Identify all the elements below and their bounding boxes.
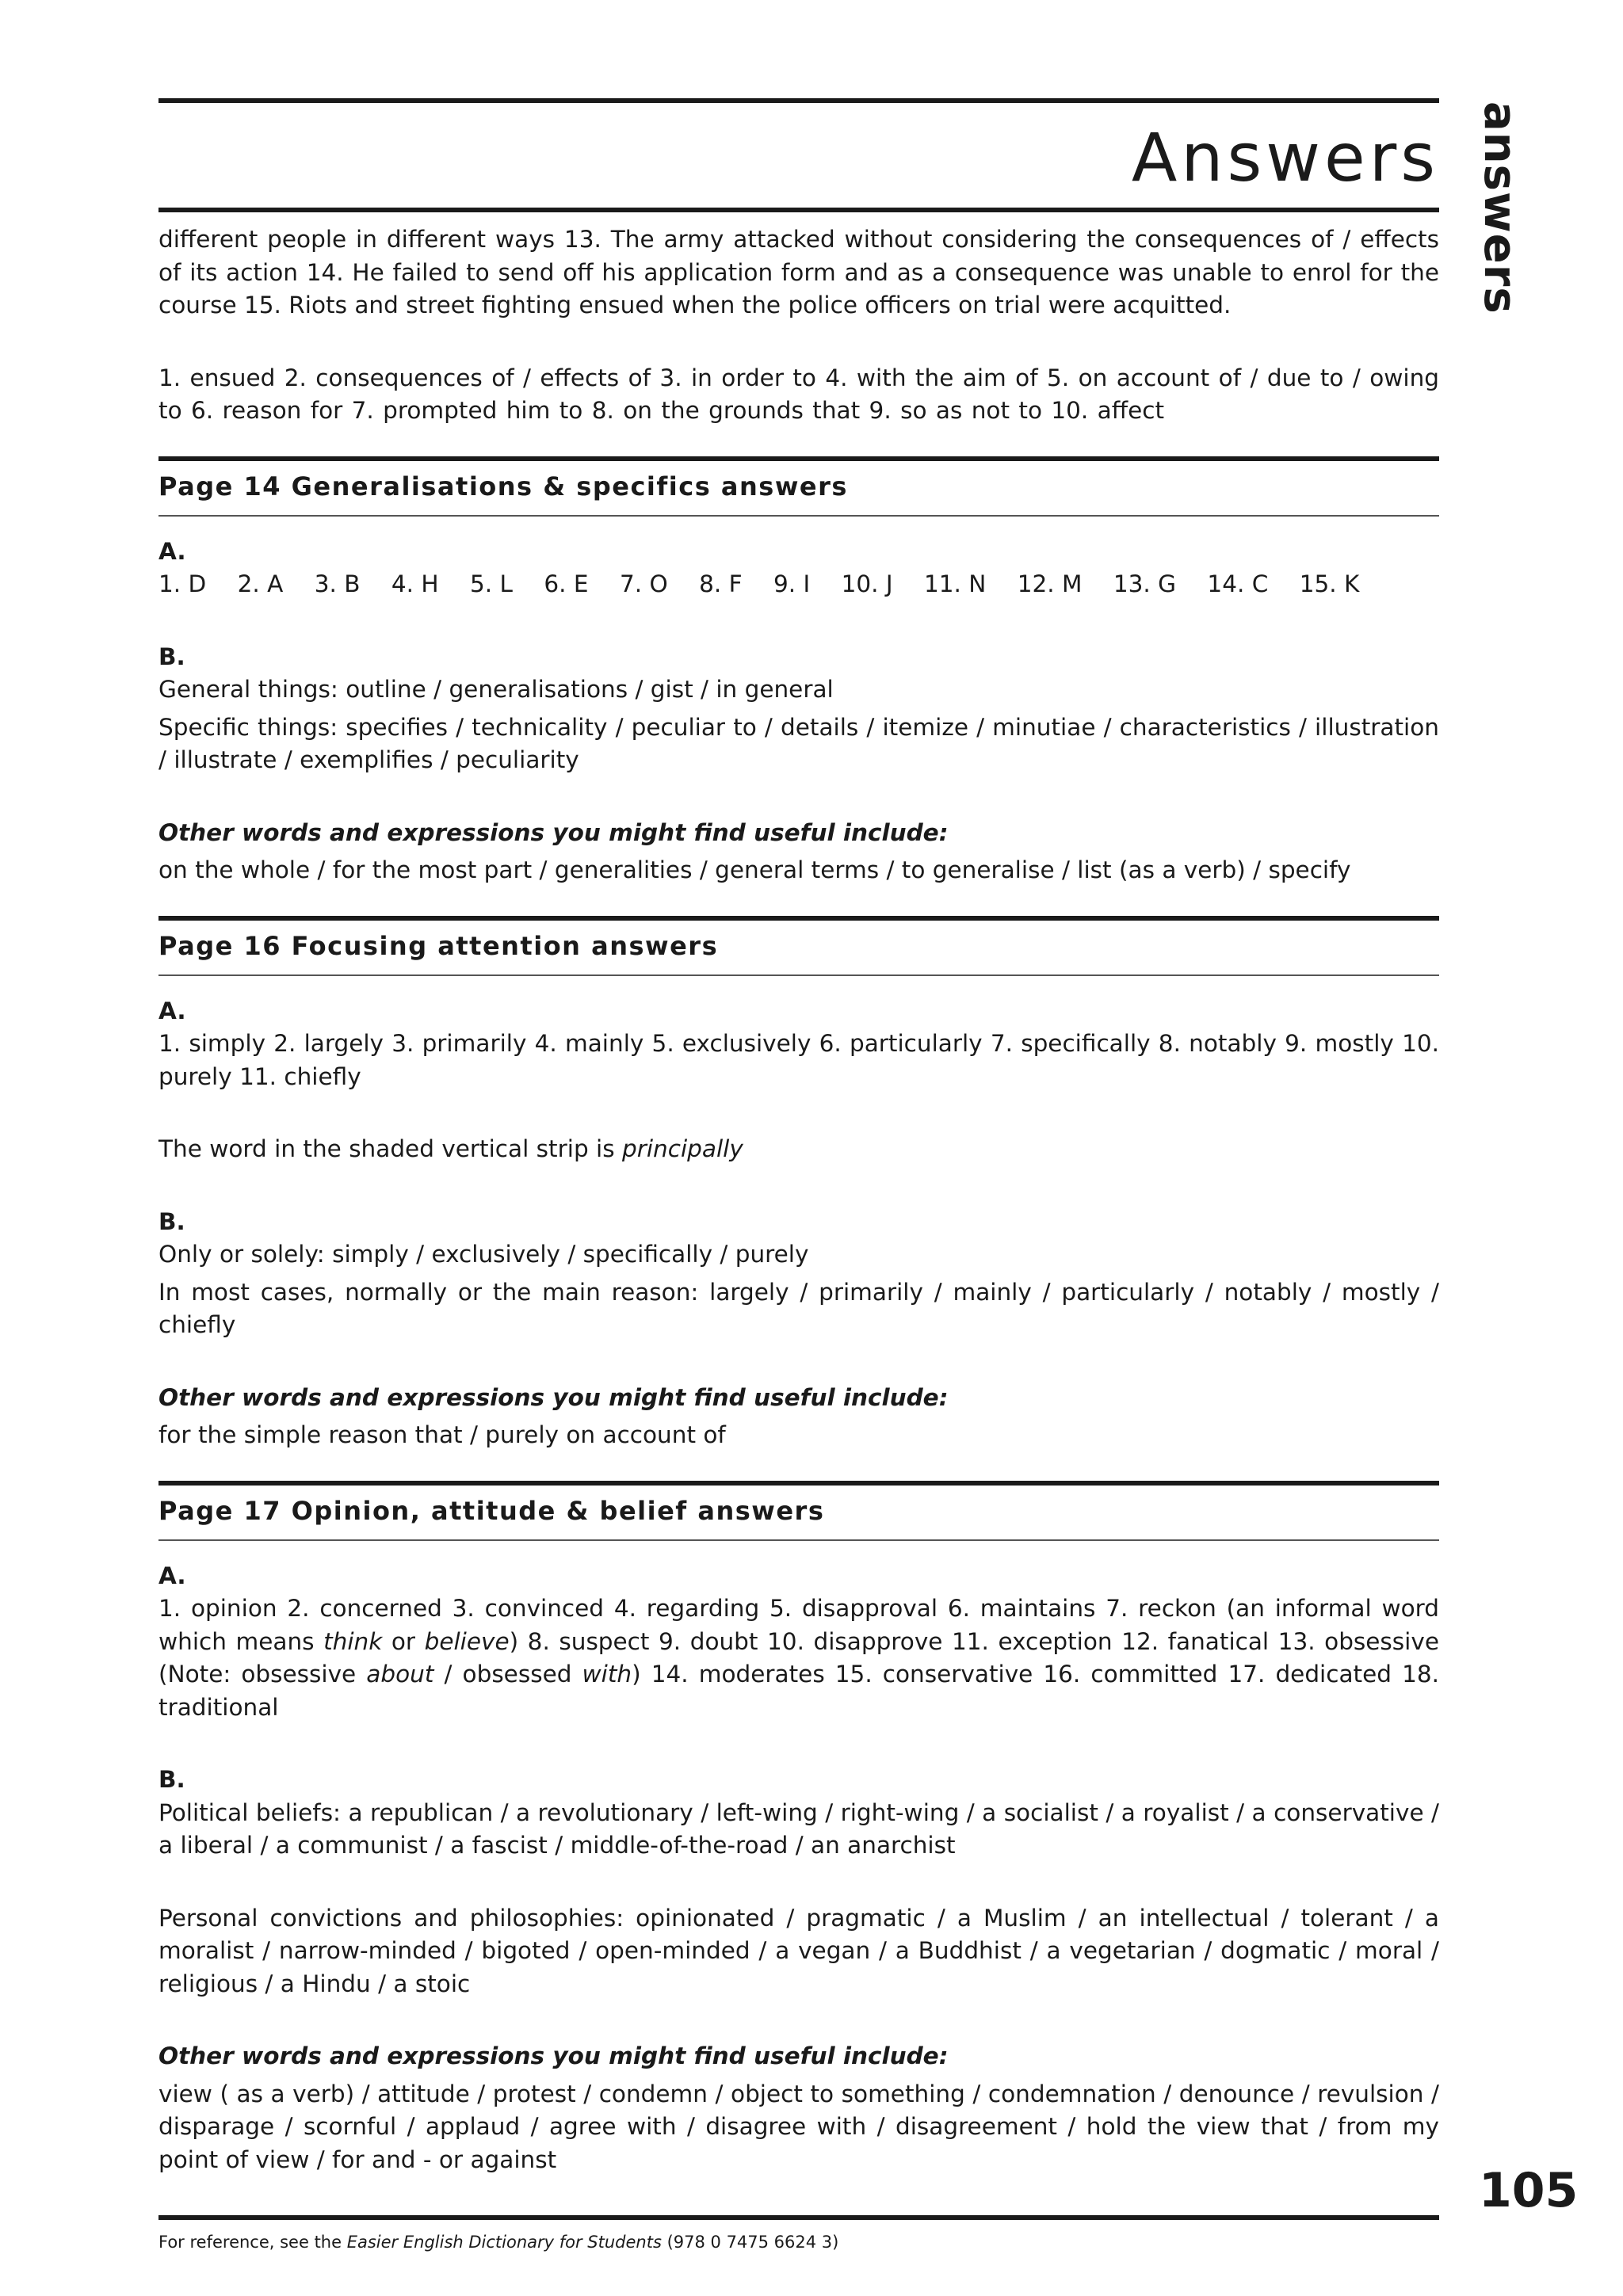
footer-text: For reference, see the [158,2233,347,2252]
answer-item: 4. H [391,570,439,597]
part-a-label: A. [158,997,186,1024]
part-b-label: B. [158,643,185,670]
section-title: Page 14 Generalisations & specifics answers [158,471,848,502]
part-a-answers [158,568,1439,601]
answer-text: 1. opinion 2. concerned 3. convinced 4. regarding 5. disapproval 6. maintains 7. reckon (an informal word which means [158,1595,1439,1655]
intro-paragraph-1: different people in different ways 13. The army attacked without considering the consequences of / effects of its action 14. He failed to send off his application form and as a consequence was unable to enrol for the course 15. Riots and street fighting ensued when the police officers on trial were acquitted. [158,226,1439,318]
answer-item: 12. M [1017,570,1083,597]
page-number: 105 [1479,2163,1579,2218]
useful-expressions-label: Other words and expressions you might find useful include: [158,1383,949,1411]
useful-expressions-text: on the whole / for the most part / generalities / general terms / to generalise / list (as a verb) / specify [158,856,1351,883]
footer-text: (978 0 7475 6624 3) [661,2233,839,2252]
part-a-label: A. [158,537,186,565]
page-title: Answers [1131,119,1439,196]
footer-reference [158,2233,838,2252]
strip-word: principally [622,1135,743,1162]
answer-item: 1. D [158,570,207,597]
answer-item: 9. I [773,570,811,597]
section-heading-page-17 [158,1481,1439,1541]
answer-text: / obsessed [433,1661,582,1688]
answer-item: 14. C [1207,570,1269,597]
useful-expressions-label: Other words and expressions you might find useful include: [158,818,949,846]
answer-item: 7. O [619,570,668,597]
answer-item: 15. K [1299,570,1360,597]
part-b-line: Specific things: specifies / technicality / peculiar to / details / itemize / minutiae / characteristics / illustration / illustrate / exemplifies / peculiarity [158,713,1439,773]
answer-item: 8. F [699,570,743,597]
part-a-label: A. [158,1562,186,1589]
part-a-answers [158,1592,1439,1724]
answer-item: 3. B [314,570,361,597]
part-b-line: General things: outline / generalisations / gist / in general [158,676,834,703]
useful-expressions-text: view ( as a verb) / attitude / protest / condemn / object to something / condemnation / denounce / revulsion / disparage / scornful / applaud / agree with / disagree with / disagreement / hold the view that / from my point of view / for and - or against [158,2080,1439,2173]
answer-emphasis: think [323,1627,383,1655]
useful-expressions-label: Other words and expressions you might find useful include: [158,2042,949,2069]
answer-text: ) 8. suspect 9. doubt 10. disapprove 11. exception 12. fanatical 13. obsessive (Note: obsessive [158,1627,1439,1688]
header-top-rule [158,98,1439,103]
part-b-label: B. [158,1207,185,1235]
answer-item: 10. J [841,570,893,597]
answers-content [158,223,1439,2176]
part-b-line: In most cases, normally or the main reason: largely / primarily / mainly / particularly / notably / mostly / chiefly [158,1278,1439,1338]
answer-text: or [382,1627,425,1655]
answer-emphasis: believe [424,1627,510,1655]
intro-paragraph-2: 1. ensued 2. consequences of / effects of 3. in order to 4. with the aim of 5. on account of / due to / owing to 6. reason for 7. prompted him to 8. on the grounds that 9. so as not to 10. affect [158,364,1439,424]
part-b-line: Political beliefs: a republican / a revolutionary / left-wing / right-wing / a socialist / a royalist / a conservative / a liberal / a communist / a fascist / middle-of-the-road / an anarchist [158,1798,1439,1859]
answer-text: ) 14. moderates 15. conservative 16. committed 17. dedicated 18. traditional [158,1661,1439,1721]
answer-item: 11. N [923,570,987,597]
side-tab-label: answers [1474,101,1526,315]
answer-item: 13. G [1113,570,1177,597]
part-b-line: Personal convictions and philosophies: opinionated / pragmatic / a Muslim / an intellectual / tolerant / a moralist / narrow-minded / bigoted / open-minded / a vegan / a Buddhist / a vegetarian / dogmatic / moral / religious / a Hindu / a stoic [158,1904,1439,1997]
footer-rule [158,2215,1439,2220]
header-bottom-rule [158,208,1439,212]
part-b-label: B. [158,1766,185,1793]
section-title: Page 17 Opinion, attitude & belief answers [158,1495,825,1526]
section-heading-page-14 [158,456,1439,517]
part-a-answers: 1. simply 2. largely 3. primarily 4. mainly 5. exclusively 6. particularly 7. specifically 8. notably 9. mostly 10. purely 11. chiefly [158,1030,1439,1090]
answer-item: 2. A [237,570,284,597]
section-title: Page 16 Focusing attention answers [158,930,719,961]
useful-expressions-text: for the simple reason that / purely on account of [158,1421,726,1448]
part-b-line: Only or solely: simply / exclusively / specifically / purely [158,1241,809,1268]
answer-emphasis: about [366,1661,434,1688]
strip-prefix: The word in the shaded vertical strip is [158,1135,622,1162]
shaded-strip-note [158,1133,1439,1166]
answer-emphasis: with [582,1661,632,1688]
answer-item: 6. E [544,570,589,597]
answer-item: 5. L [470,570,513,597]
section-heading-page-16 [158,916,1439,976]
dictionary-title: Easier English Dictionary for Students [346,2233,662,2252]
